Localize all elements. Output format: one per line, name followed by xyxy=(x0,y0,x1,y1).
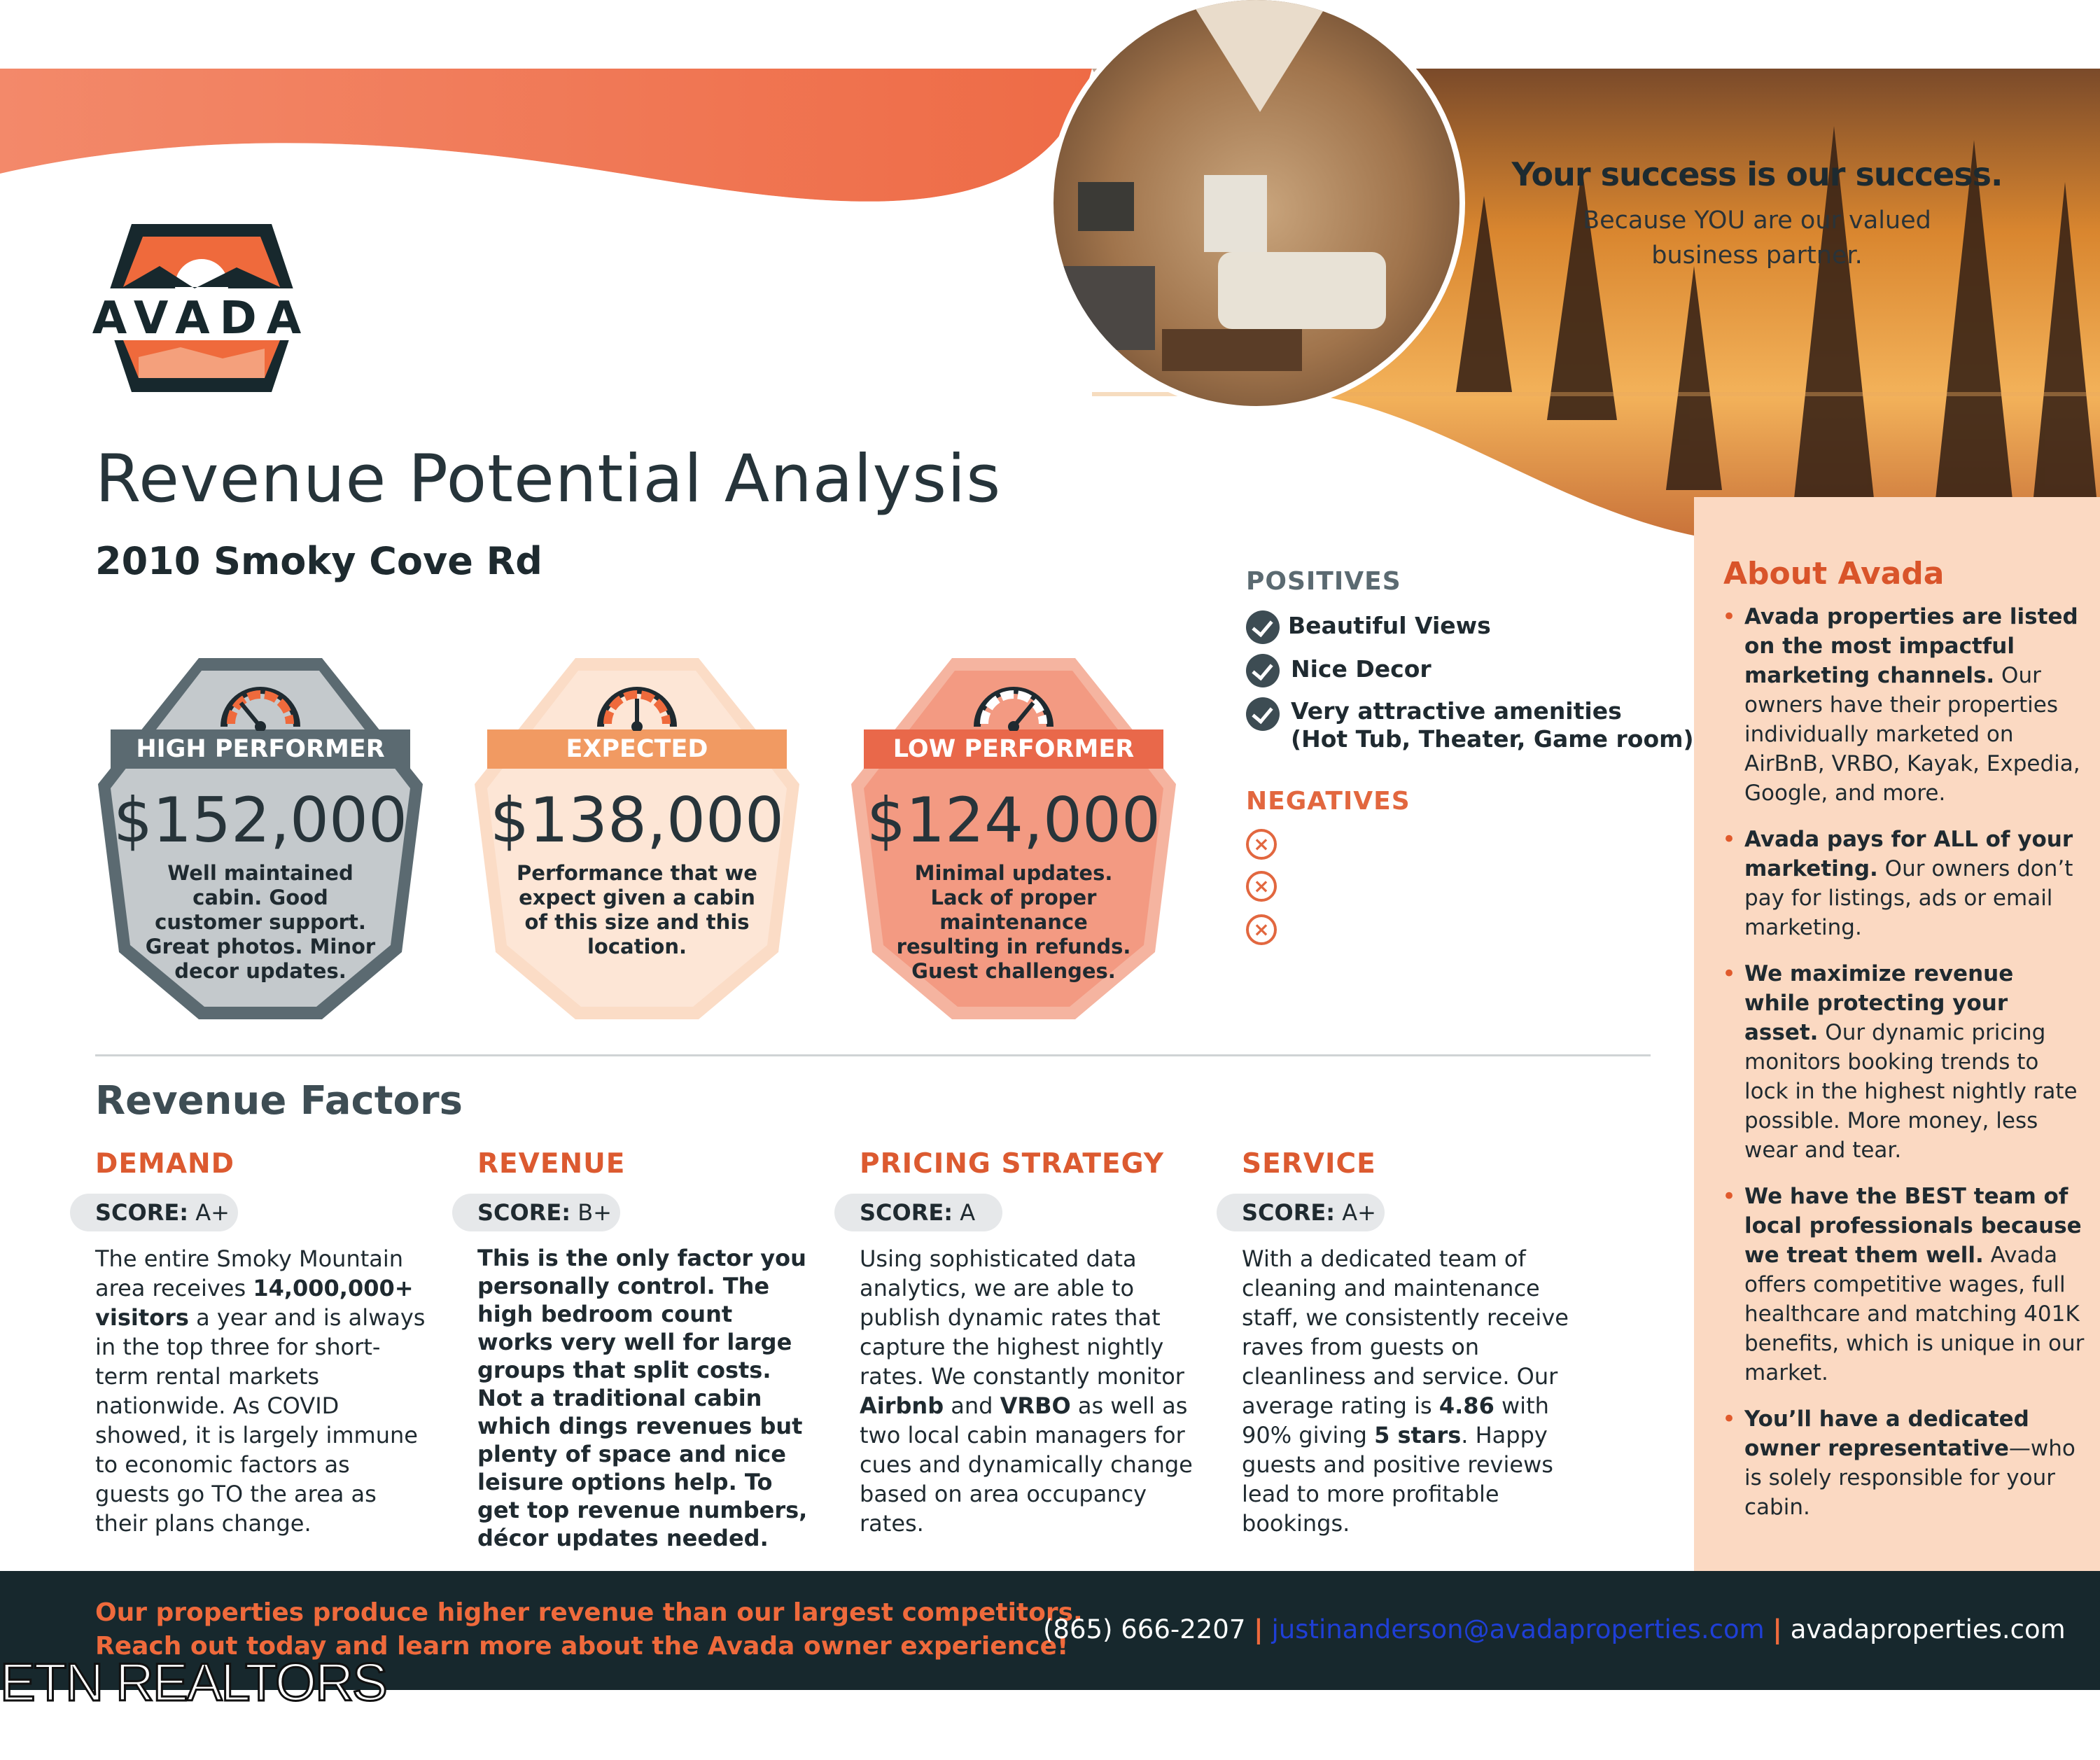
card-amount: $138,000 xyxy=(490,784,784,856)
factor-text: With a dedicated team of cleaning and maintenance staff, we consistently receive raves from guests on cleanliness and service. Our average rating is 4.86 with 90% giving 5 stars. Happy guests and positive reviews lead to more profitable bookings. xyxy=(1242,1245,1569,1537)
gauge-icon xyxy=(220,682,301,731)
positive-item: Nice Decor xyxy=(1291,655,1432,683)
page-title: Revenue Potential Analysis xyxy=(95,441,1002,517)
factor-heading: SERVICE xyxy=(1242,1148,1376,1180)
x-circle-icon: × xyxy=(1246,914,1277,945)
gauge-icon xyxy=(596,682,678,731)
avada-logo xyxy=(83,203,321,413)
card-description: Well maintained cabin. Good customer support. Great photos. Minor decor updates. xyxy=(145,861,376,983)
factor-heading: DEMAND xyxy=(95,1148,235,1180)
about-item: • We maximize revenue while protecting your asset. Our dynamic pricing monitors booking trends to lock in the highest nightly rate possible. More money, less wear and tear. xyxy=(1722,959,2086,1165)
score-pill: SCORE: A+ xyxy=(70,1194,238,1231)
about-item: • You’ll have a dedicated owner representative—who is solely responsible for your cabin. xyxy=(1722,1404,2086,1522)
factor-heading: PRICING STRATEGY xyxy=(860,1148,1165,1180)
positive-item: Very attractive amenities xyxy=(1291,697,1622,725)
score-pill: SCORE: A xyxy=(834,1194,1002,1231)
separator: | xyxy=(1254,1614,1264,1644)
factor-heading: REVENUE xyxy=(477,1148,626,1180)
card-description: Performance that we expect given a cabin of this size and this location. xyxy=(517,861,757,958)
positive-item-detail: (Hot Tub, Theater, Game room) xyxy=(1291,725,1694,753)
card-amount: $124,000 xyxy=(867,784,1161,856)
checkmark-icon xyxy=(1246,697,1280,731)
about-list xyxy=(1722,602,2086,1539)
x-circle-icon: × xyxy=(1246,871,1277,902)
about-sidebar xyxy=(1694,497,2100,1571)
factor-text: Using sophisticated data analytics, we are able to publish dynamic rates that capture the highest nightly rates. We constantly monitor Airbnb and VRBO as well as two local cabin managers for cues and dynamically change based on area occupancy rates. xyxy=(860,1245,1193,1537)
card-high-performer xyxy=(94,651,427,1026)
factor-text: The entire Smoky Mountain area receives 14,000,000+ visitors a year and is always in the top three for short-term rental markets nationwide. As COVID showed, it is largely immune to economic factors as guests go TO the area as their plans change. xyxy=(95,1245,426,1537)
card-heading: LOW PERFORMER xyxy=(892,735,1135,763)
tagline-subtitle: Because YOU are our valued business partner. xyxy=(1583,207,1931,270)
negatives-heading: NEGATIVES xyxy=(1246,787,1410,816)
factor-revenue xyxy=(477,1148,813,1552)
about-item: • Avada pays for ALL of your marketing. Our owners don’t pay for listings, ads or email marketing. xyxy=(1722,825,2086,942)
card-low-performer xyxy=(847,651,1180,1026)
about-item: • Avada properties are listed on the most impactful marketing channels. Our owners have their properties individually marketed on AirBnB, VRBO, Kayak, Expedia, Google, and more. xyxy=(1722,602,2086,808)
card-heading: HIGH PERFORMER xyxy=(136,735,385,763)
divider xyxy=(95,1054,1651,1056)
footer-line-2: Reach out today and learn more about the Avada owner experience! xyxy=(95,1632,1069,1661)
factor-service xyxy=(1242,1148,1571,1538)
website-link[interactable]: avadaproperties.com xyxy=(1790,1614,2066,1644)
footer-line-1: Our properties produce higher revenue than our largest competitors. xyxy=(95,1598,1083,1627)
revenue-factors-title: Revenue Factors xyxy=(95,1078,463,1124)
positive-item: Beautiful Views xyxy=(1288,612,1491,639)
factor-pricing-strategy xyxy=(860,1148,1196,1538)
card-description: Minimal updates. Lack of proper maintenance resulting in refunds. Guest challenges. xyxy=(896,861,1131,983)
gauge-icon xyxy=(973,682,1054,731)
watermark: ETN REALTORS xyxy=(0,1653,386,1712)
about-item: • We have the BEST team of local professionals because we treat them well. Avada offers competitive wages, full healthcare and matching 401K benefits, which is unique in our market. xyxy=(1722,1182,2086,1388)
checkmark-icon xyxy=(1246,610,1280,644)
card-amount: $152,000 xyxy=(113,784,407,856)
x-circle-icon: × xyxy=(1246,829,1277,860)
positives-heading: POSITIVES xyxy=(1246,567,1401,596)
card-heading: EXPECTED xyxy=(566,735,708,763)
logo-wordmark: AVADA xyxy=(92,293,312,344)
score-pill: SCORE: A+ xyxy=(1217,1194,1385,1231)
factor-text: This is the only factor you personally control. The high bedroom count works very well for large groups that split costs. Not a traditional cabin which dings revenues but plenty of space and nice leisure options help. To get top revenue numbers, décor updates needed. xyxy=(477,1245,808,1551)
tagline-title: Your success is our success. xyxy=(1511,155,2003,193)
factor-demand xyxy=(95,1148,431,1538)
checkmark-icon xyxy=(1246,654,1280,687)
phone-number[interactable]: (865) 666-2207 xyxy=(1043,1614,1246,1644)
card-expected xyxy=(470,651,804,1026)
tagline xyxy=(1491,155,2023,273)
separator: | xyxy=(1772,1614,1782,1644)
score-pill: SCORE: B+ xyxy=(452,1194,620,1231)
footer-contact xyxy=(1043,1614,2066,1644)
about-title: About Avada xyxy=(1723,556,1945,592)
property-address: 2010 Smoky Cove Rd xyxy=(95,539,542,583)
email-link[interactable]: justinanderson@avadaproperties.com xyxy=(1271,1614,1765,1644)
